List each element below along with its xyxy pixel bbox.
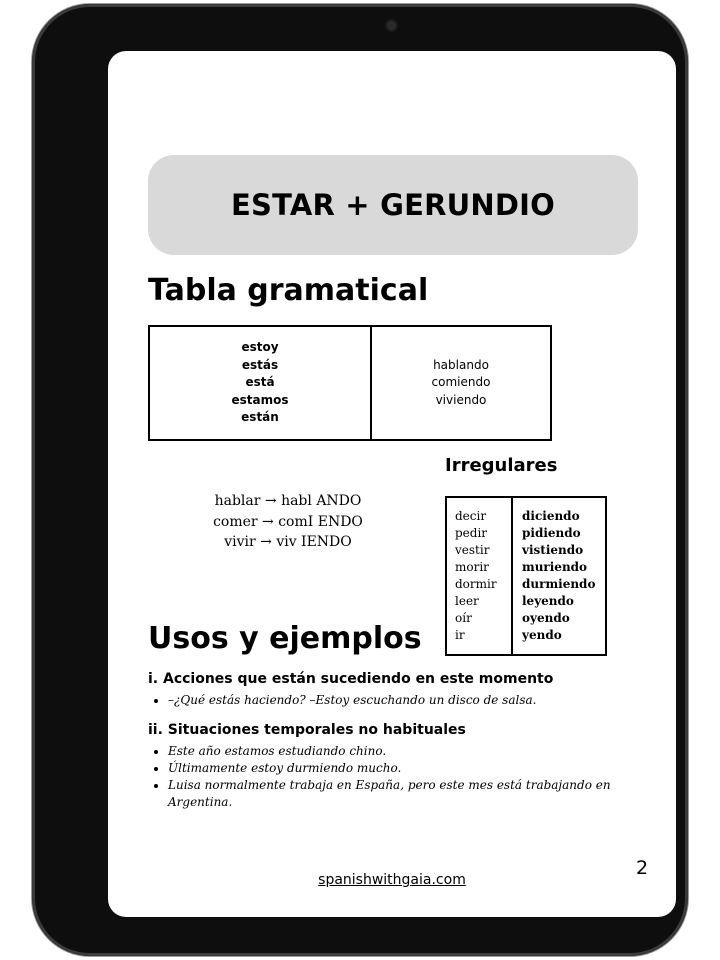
example-item: • Este año estamos estudiando chino. [168,743,628,760]
estar-forms-column [150,327,372,439]
use-examples-2 [148,743,628,811]
infinitive: pedir [455,526,488,540]
irregulares-heading: Irregulares [445,455,558,476]
gerund-example: viviendo [435,392,487,407]
estar-form: estás [241,357,279,372]
estar-form: estoy [241,340,279,355]
estar-form: está [245,375,275,390]
irregular-gerund: vistiendo [522,543,584,557]
irregular-gerund: diciendo [522,509,580,523]
formation-rules [168,491,408,553]
irregular-gerund-column [513,498,595,654]
title-banner [148,155,638,255]
grammar-table [148,325,552,441]
use-heading-2: ii. Situaciones temporales no habituales [148,722,466,738]
infinitive: leer [455,594,479,608]
rule-line: comer → comI ENDO [213,513,363,530]
gerund-column [372,327,550,439]
irregular-gerund: muriendo [522,560,588,574]
example-item: • Luisa normalmente trabaja en España, pero este mes está trabajando en Argentina. [168,777,628,811]
irregular-gerund: pidiendo [522,526,581,540]
infinitive: oír [455,611,472,625]
use-heading-1: i. Acciones que están sucediendo en este momento [148,671,554,687]
infinitive: dormir [455,577,497,591]
infinitive: decir [455,509,487,523]
irregular-gerund: oyendo [522,611,570,625]
estar-form: estamos [231,392,289,407]
irregular-gerund: leyendo [522,594,574,608]
rule-line: hablar → habl ANDO [214,493,362,509]
gerund-example: hablando [433,357,489,372]
camera-icon [387,21,396,30]
tablet-frame [32,4,688,956]
infinitive: morir [455,560,489,574]
rule-line: vivir → viv IENDO [224,534,352,550]
gerund-example: comiendo [431,375,491,390]
infinitive-column [447,498,513,654]
uses-heading: Usos y ejemplos [148,621,422,656]
example-item: • Últimamente estoy durmiendo mucho. [168,760,628,777]
irregulares-table [445,496,607,656]
website-link[interactable]: spanishwithgaia.com [318,872,466,888]
irregular-gerund: durmiendo [522,577,596,591]
irregular-gerund: yendo [522,628,562,642]
use-examples-1 [148,692,628,709]
infinitive: ir [455,628,465,642]
document-page [108,51,676,917]
example-item: • –¿Qué estás haciendo? –Estoy escuchando un disco de salsa. [168,692,628,709]
page-number: 2 [636,857,649,879]
infinitive: vestir [455,543,490,557]
grammar-heading: Tabla gramatical [148,273,429,308]
page-title: ESTAR + GERUNDIO [231,188,555,222]
estar-form: están [241,410,279,425]
